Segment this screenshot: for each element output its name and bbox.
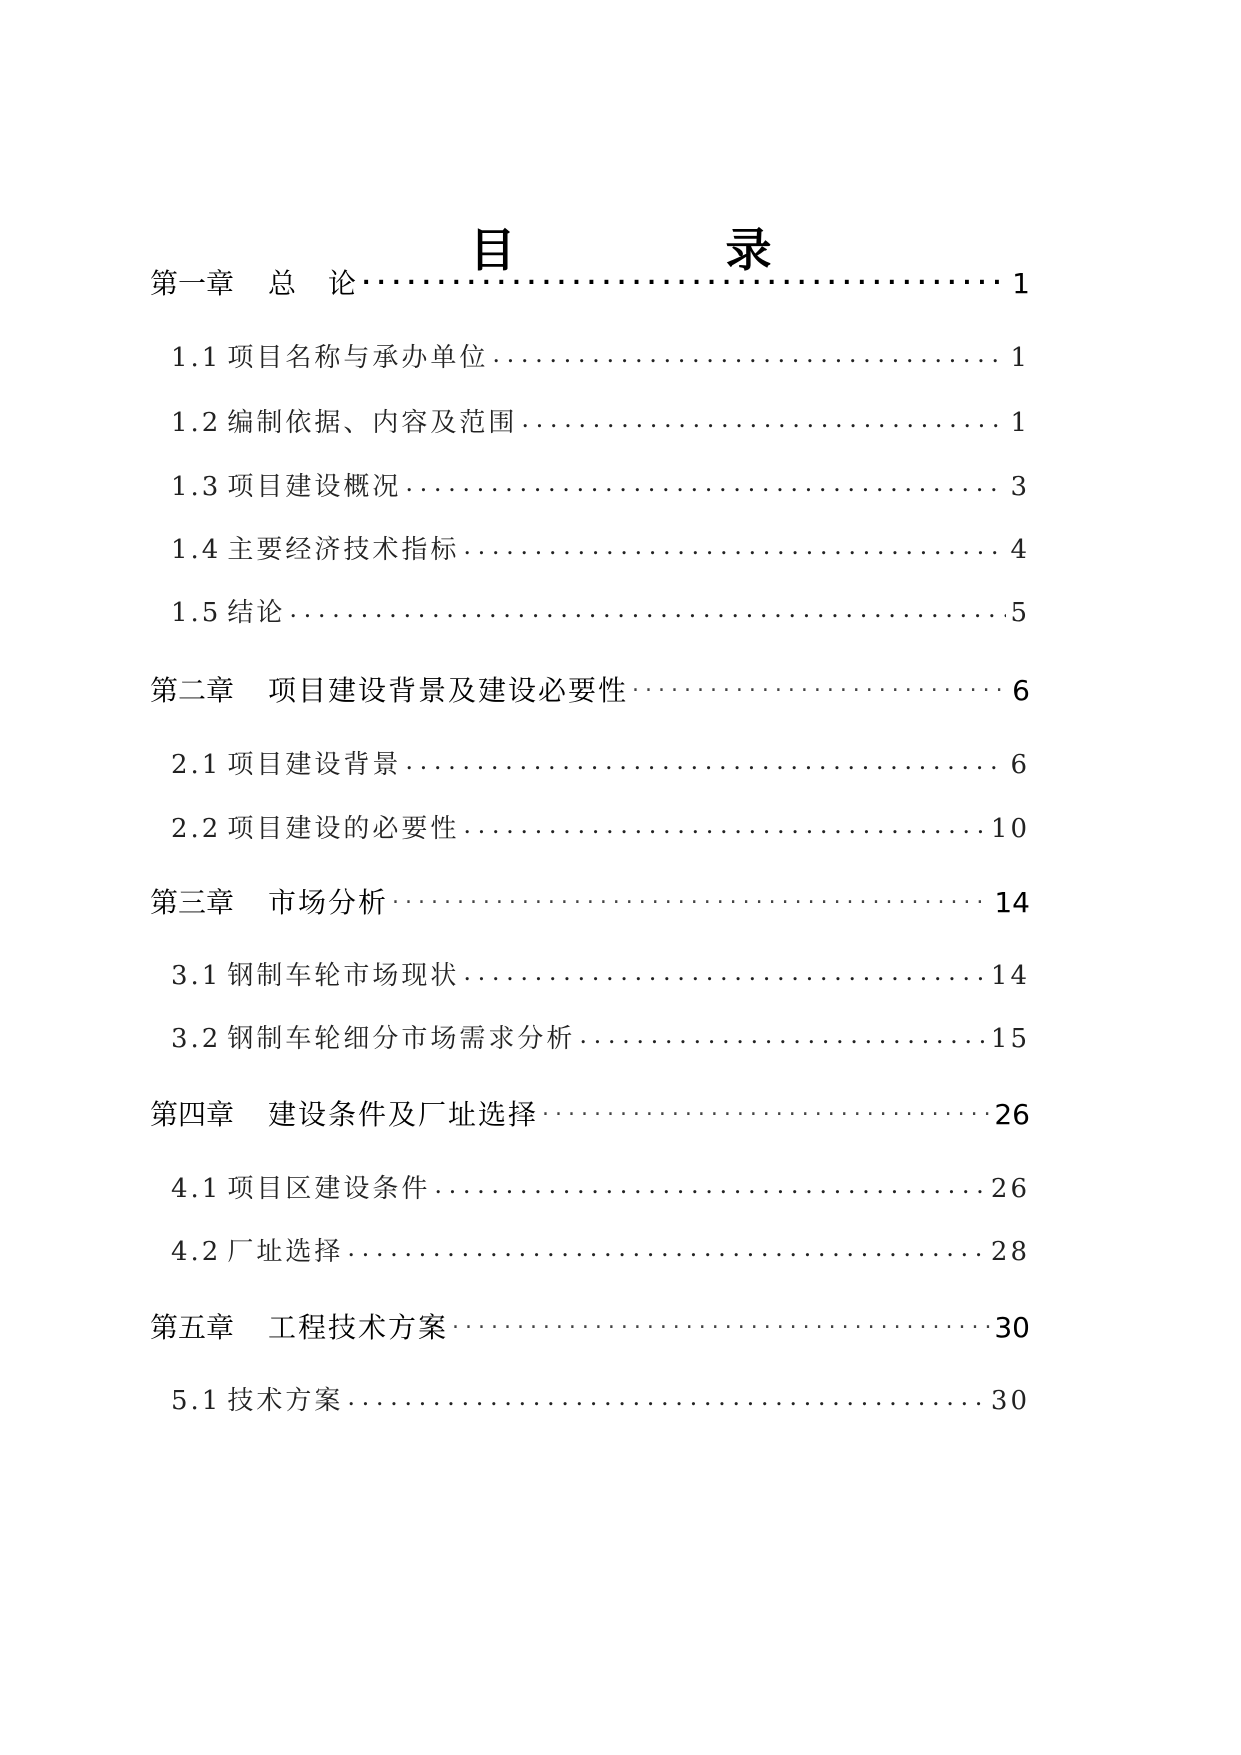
toc-entry-number: 1.3 xyxy=(171,472,222,502)
toc-entry-label: 厂址选择 xyxy=(227,1237,344,1267)
toc-entry-number: 3.1 xyxy=(171,961,222,991)
toc-dot-leader xyxy=(347,1383,987,1409)
toc-dot-leader xyxy=(289,595,1006,621)
toc-dot-leader xyxy=(579,1021,987,1047)
toc-section-entry[interactable] xyxy=(171,337,1030,377)
toc-page-number: 14 xyxy=(990,961,1030,991)
toc-entry-number: 1.2 xyxy=(171,408,222,438)
toc-entry-label: 编制依据、内容及范围 xyxy=(227,408,518,438)
toc-section-entry[interactable] xyxy=(171,402,1030,442)
toc-chapter-entry[interactable] xyxy=(150,669,1030,709)
toc-entry-number: 第五章 xyxy=(150,1311,235,1344)
toc-dot-leader xyxy=(463,811,987,837)
toc-page-number: 1 xyxy=(1010,408,1030,438)
toc-page-number: 6 xyxy=(1010,750,1030,780)
toc-section-entry[interactable] xyxy=(171,1018,1030,1058)
toc-dot-leader xyxy=(434,1171,987,1197)
toc-title: 目 录 xyxy=(469,223,854,277)
toc-entry-number: 第一章 xyxy=(150,267,235,300)
toc-entry-number: 2.2 xyxy=(171,814,222,844)
toc-page-number: 26 xyxy=(990,1174,1030,1204)
toc-entry-label: 钢制车轮细分市场需求分析 xyxy=(227,1024,576,1054)
toc-page-number: 5 xyxy=(1010,598,1030,628)
toc-section-entry[interactable] xyxy=(171,744,1030,784)
toc-entry-label: 结论 xyxy=(227,598,286,628)
toc-entry-label: 项目名称与承办单位 xyxy=(227,343,489,373)
toc-page-number: 4 xyxy=(1010,535,1030,565)
toc-page-number: 10 xyxy=(990,814,1030,844)
toc-entry-label: 主要经济技术指标 xyxy=(227,535,460,565)
toc-section-entry[interactable] xyxy=(171,592,1030,632)
toc-entry-number: 2.1 xyxy=(171,750,222,780)
toc-dot-leader xyxy=(521,405,1006,431)
toc-dot-leader xyxy=(632,672,1008,700)
toc-dot-leader xyxy=(392,884,990,912)
toc-section-entry[interactable] xyxy=(171,808,1030,848)
toc-dot-leader xyxy=(347,1234,987,1260)
toc-dot-leader xyxy=(492,340,1006,366)
toc-dot-leader xyxy=(405,747,1006,773)
toc-entry-label: 项目建设背景 xyxy=(227,750,402,780)
toc-dot-leader xyxy=(542,1096,990,1124)
toc-entry-number: 1.5 xyxy=(171,598,222,628)
toc-dot-leader xyxy=(463,532,1006,558)
toc-dot-leader xyxy=(405,469,1006,495)
toc-entry-label: 建设条件及厂址选择 xyxy=(268,1098,539,1131)
toc-entry-number: 第三章 xyxy=(150,886,235,919)
toc-page-number: 6 xyxy=(1012,674,1030,707)
toc-page-number: 30 xyxy=(990,1386,1030,1416)
toc-entry-label: 项目建设背景及建设必要性 xyxy=(268,674,629,707)
toc-entry-label: 市场分析 xyxy=(268,886,389,919)
toc-section-entry[interactable] xyxy=(171,1231,1030,1271)
toc-page-number: 15 xyxy=(990,1024,1030,1054)
toc-dot-leader xyxy=(463,958,987,984)
toc-entry-number: 第二章 xyxy=(150,674,235,707)
toc-entry-number: 4.1 xyxy=(171,1174,222,1204)
toc-entry-number: 3.2 xyxy=(171,1024,222,1054)
toc-entry-label: 钢制车轮市场现状 xyxy=(227,961,460,991)
toc-entry-label: 项目区建设条件 xyxy=(227,1174,431,1204)
toc-section-entry[interactable] xyxy=(171,955,1030,995)
toc-entry-number: 5.1 xyxy=(171,1386,222,1416)
toc-entry-label: 工程技术方案 xyxy=(268,1311,449,1344)
toc-section-entry[interactable] xyxy=(171,529,1030,569)
toc-section-entry[interactable] xyxy=(171,1380,1030,1420)
toc-entry-label: 项目建设概况 xyxy=(227,472,402,502)
toc-entry-label: 项目建设的必要性 xyxy=(227,814,460,844)
toc-section-entry[interactable] xyxy=(171,1168,1030,1208)
toc-dot-leader xyxy=(452,1309,990,1337)
toc-entry-number: 1.1 xyxy=(171,343,222,373)
toc-page-number: 1 xyxy=(1010,343,1030,373)
toc-section-entry[interactable] xyxy=(171,466,1030,506)
toc-page-number: 30 xyxy=(994,1311,1030,1344)
toc-page-number: 28 xyxy=(990,1237,1030,1267)
toc-page-number: 14 xyxy=(994,886,1030,919)
toc-entry-label: 技术方案 xyxy=(227,1386,344,1416)
toc-page-number: 3 xyxy=(1010,472,1030,502)
toc-dot-leader xyxy=(362,265,1008,293)
toc-page-number: 1 xyxy=(1012,267,1030,300)
toc-entry-label: 总 论 xyxy=(268,267,359,300)
toc-chapter-entry[interactable] xyxy=(150,262,1030,302)
toc-page-number: 26 xyxy=(994,1098,1030,1131)
toc-chapter-entry[interactable] xyxy=(150,1306,1030,1346)
toc-entry-number: 1.4 xyxy=(171,535,222,565)
toc-entry-number: 4.2 xyxy=(171,1237,222,1267)
toc-chapter-entry[interactable] xyxy=(150,881,1030,921)
toc-chapter-entry[interactable] xyxy=(150,1093,1030,1133)
toc-entry-number: 第四章 xyxy=(150,1098,235,1131)
